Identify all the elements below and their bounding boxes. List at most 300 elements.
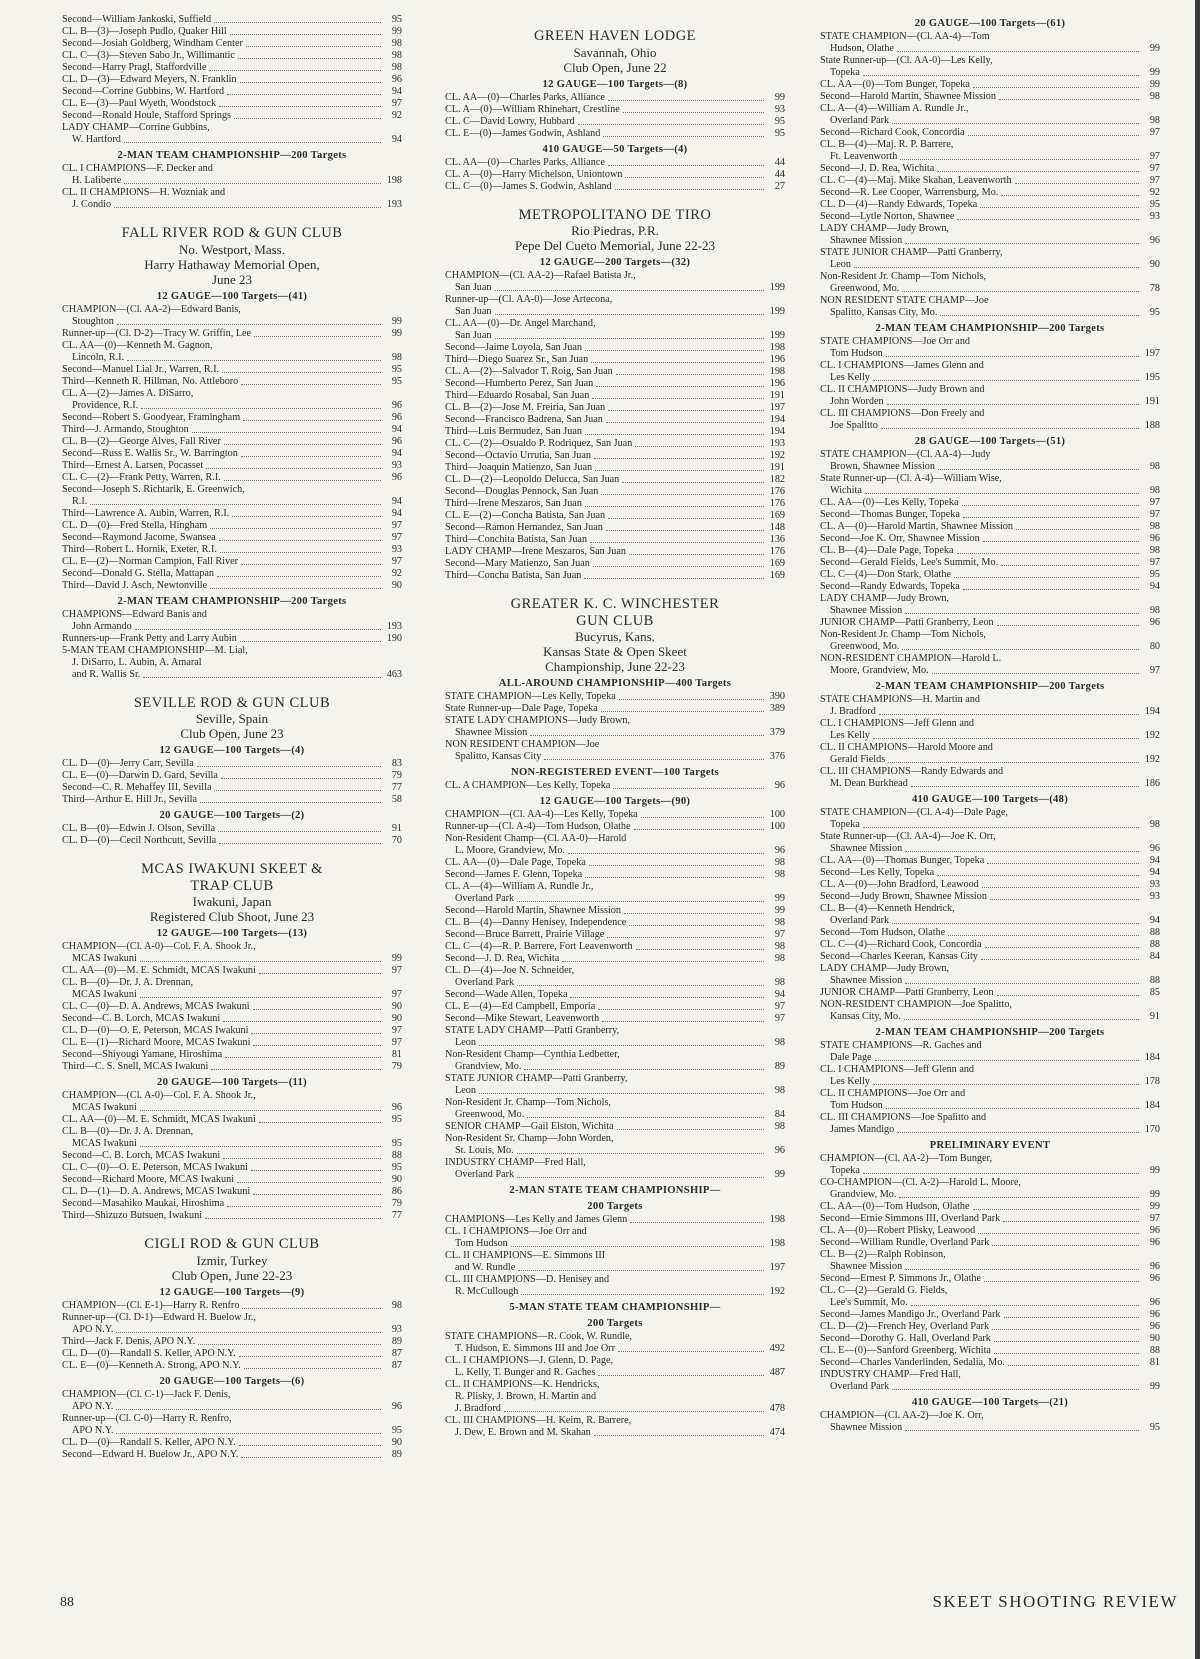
dot-leader — [127, 360, 381, 361]
dot-leader — [259, 973, 381, 974]
result-entry: STATE CHAMPIONS—R. Gaches and — [820, 1040, 982, 1051]
dot-leader — [585, 350, 764, 351]
result-row — [820, 485, 1160, 497]
result-row — [62, 1425, 402, 1437]
result-row — [820, 31, 1160, 43]
result-row — [445, 522, 785, 534]
result-entry: MCAS Iwakuni — [72, 989, 137, 1000]
result-row — [62, 1449, 402, 1461]
result-entry: Overland Park — [830, 1381, 890, 1392]
dot-leader — [618, 1351, 764, 1352]
result-row — [445, 128, 785, 140]
result-entry: CL. I CHAMPIONS—James Glenn and — [820, 360, 984, 371]
result-entry: Lee's Summit, Mo. — [830, 1297, 908, 1308]
score: 99 — [391, 327, 402, 339]
dot-leader — [479, 1093, 764, 1094]
dot-leader — [244, 1368, 381, 1369]
result-row — [445, 881, 785, 893]
result-row — [820, 127, 1160, 139]
result-entry: CL. B—(4)—Maj. R. P. Barrere, — [820, 139, 954, 150]
score: 96 — [1149, 235, 1160, 246]
club-subheading: Izmir, Turkey — [196, 1252, 268, 1268]
dot-leader — [622, 482, 764, 483]
result-row — [820, 1369, 1160, 1381]
score: 98 — [774, 869, 785, 880]
dot-leader — [624, 913, 764, 914]
dot-leader — [596, 386, 764, 387]
result-entry: MCAS Iwakuni — [72, 1102, 137, 1113]
result-entry: CL. II CHAMPIONS—Judy Brown and — [820, 384, 985, 395]
score: 95 — [1149, 569, 1160, 580]
score: 199 — [769, 306, 785, 317]
event-heading: 200 Targets — [587, 1201, 643, 1212]
result-entry: Third—Concha Batista, San Juan — [445, 570, 582, 581]
score: 99 — [774, 905, 785, 916]
result-entry: J. Condio — [72, 199, 112, 210]
result-entry: Second—C. B. Lorch, MCAS Iwakuni — [62, 1150, 221, 1161]
result-entry: CL. D—(0)—O. E. Peterson, MCAS Iwakuni — [62, 1025, 249, 1036]
score: 93 — [391, 543, 402, 555]
score: 100 — [769, 821, 785, 832]
score: 98 — [774, 1037, 785, 1048]
dot-leader — [1016, 529, 1139, 530]
result-row — [820, 1011, 1160, 1023]
result-row — [445, 1169, 785, 1181]
dot-leader — [641, 817, 764, 818]
page-edge-shadow — [1195, 0, 1200, 1659]
result-entry: CL. AA—(0)—Thomas Bunger, Topeka — [820, 855, 985, 866]
result-row — [820, 55, 1160, 67]
result-row — [445, 378, 785, 390]
club-subheading: Club Open, June 22-23 — [171, 1267, 293, 1283]
score: 98 — [774, 1085, 785, 1096]
dot-leader — [892, 123, 1139, 124]
result-entry: Second—Ernie Simmons III, Overland Park — [820, 1213, 1001, 1224]
result-row — [62, 609, 402, 621]
score: 81 — [1149, 1357, 1160, 1368]
result-row — [820, 163, 1160, 175]
result-row — [820, 372, 1160, 384]
score: 87 — [391, 1347, 402, 1359]
result-row — [62, 989, 402, 1001]
result-entry: CL. I CHAMPIONS—F. Decker and — [62, 163, 213, 174]
result-row — [445, 905, 785, 917]
result-entry: Second—Gerald Fields, Lee's Summit, Mo. — [820, 557, 999, 568]
score: 98 — [1149, 819, 1160, 830]
result-entry: CL. B—(4)—Kenneth Hendrick, — [820, 903, 955, 914]
dot-leader — [973, 87, 1139, 88]
result-entry: T. Hudson, E. Simmons III and Joe Orr — [455, 1343, 615, 1354]
score: 84 — [1149, 951, 1160, 962]
result-row — [62, 122, 402, 134]
score: 27 — [774, 180, 785, 192]
result-row — [820, 67, 1160, 79]
dot-leader — [905, 851, 1139, 852]
dot-leader — [982, 887, 1139, 888]
score: 98 — [774, 917, 785, 928]
dot-leader — [197, 766, 381, 767]
dot-leader — [875, 1060, 1139, 1061]
result-row — [445, 558, 785, 570]
score: 94 — [391, 495, 402, 507]
result-entry: Second—James Mandigo Jr., Overland Park — [820, 1309, 1001, 1320]
dot-leader — [629, 925, 764, 926]
result-row — [62, 86, 402, 98]
result-row — [445, 1097, 785, 1109]
dot-leader — [607, 937, 764, 938]
result-row — [62, 400, 402, 412]
result-entry: Overland Park — [830, 115, 890, 126]
event-heading: 2-MAN TEAM CHAMPIONSHIP—200 Targets — [875, 323, 1105, 334]
result-row — [445, 402, 785, 414]
result-row — [62, 1312, 402, 1324]
result-entry: CL. E—(2)—Concha Batista, San Juan — [445, 510, 606, 521]
result-row — [445, 965, 785, 977]
result-entry: Overland Park — [455, 1169, 515, 1180]
result-row — [820, 1309, 1160, 1321]
result-row — [62, 1389, 402, 1401]
score: 94 — [1149, 855, 1160, 866]
score: 170 — [1144, 1124, 1160, 1135]
result-entry: STATE CHAMPIONS—Joe Orr and — [820, 336, 971, 347]
result-entry: LADY CHAMP—Irene Meszaros, San Juan — [445, 546, 626, 557]
result-row — [445, 450, 785, 462]
result-entry: Leon — [455, 1085, 476, 1096]
result-entry: CL. II CHAMPIONS—Harold Moore and — [820, 742, 993, 753]
score: 88 — [391, 1150, 402, 1161]
result-row — [445, 1013, 785, 1025]
result-row — [445, 1367, 785, 1379]
result-row — [62, 62, 402, 74]
dot-leader — [598, 1009, 764, 1010]
club-subheading: Savannah, Ohio — [573, 44, 657, 60]
result-entry: CL. AA—(0)—Kenneth M. Gagnon, — [62, 339, 213, 351]
dot-leader — [239, 1356, 381, 1357]
result-entry: Third—Joaquin Matienzo, San Juan — [445, 462, 593, 473]
result-row — [820, 509, 1160, 521]
score: 376 — [769, 751, 785, 762]
event-heading: 410 GAUGE—100 Targets—(21) — [911, 1397, 1069, 1408]
result-row — [445, 498, 785, 510]
result-row — [820, 103, 1160, 115]
score: 97 — [391, 965, 402, 976]
score: 96 — [774, 845, 785, 856]
result-entry: Grandview, Mo. — [455, 1061, 522, 1072]
score: 487 — [769, 1367, 785, 1378]
result-row — [820, 283, 1160, 295]
score: 99 — [1149, 1189, 1160, 1200]
result-row — [445, 809, 785, 821]
result-row — [445, 414, 785, 426]
dot-leader — [1001, 565, 1139, 566]
dot-leader — [990, 899, 1139, 900]
result-entry: CHAMPION—(Cl. AA-4)—Les Kelly, Topeka — [445, 809, 638, 820]
result-row — [62, 38, 402, 50]
score: 97 — [391, 519, 402, 531]
score: 96 — [1149, 1237, 1160, 1248]
score: 91 — [391, 823, 402, 834]
result-entry: CL. E—(0)—Darwin D. Gard, Sevilla — [62, 770, 218, 781]
result-row — [820, 1273, 1160, 1285]
result-row — [820, 151, 1160, 163]
result-row — [445, 1157, 785, 1169]
score: 98 — [1149, 91, 1160, 102]
result-entry: J. Bradford — [455, 1403, 501, 1414]
score: 97 — [391, 555, 402, 567]
result-entry: Second—Francisco Badrena, San Juan — [445, 414, 603, 425]
club-heading: CIGLI ROD & GUN CLUB — [144, 1236, 320, 1252]
result-entry: CL. E—(0)—Kenneth A. Strong, APO N.Y. — [62, 1359, 241, 1371]
result-entry: CHAMPION—(Cl. AA-2)—Joe K. Orr, — [820, 1410, 984, 1421]
result-entry: Leon — [455, 1037, 476, 1048]
result-row — [820, 963, 1160, 975]
club-heading: FALL RIVER ROD & GUN CLUB — [121, 225, 343, 241]
result-row — [445, 486, 785, 498]
score: 176 — [769, 498, 785, 509]
result-entry: CL. B—(3)—Joseph Pudlo, Quaker Hill — [62, 26, 227, 37]
result-row — [62, 304, 402, 316]
result-entry: R. McCullough — [455, 1286, 519, 1297]
result-entry: CL. C—(0)—James S. Godwin, Ashland — [445, 180, 612, 192]
event-heading: 20 GAUGE—100 Targets—(6) — [159, 1375, 305, 1387]
result-row — [62, 1198, 402, 1210]
result-row — [62, 134, 402, 146]
result-entry: CL. C—(4)—Richard Cook, Concordia — [820, 939, 982, 950]
result-entry: STATE JUNIOR CHAMP—Patti Granberry, — [445, 1073, 628, 1084]
dot-leader — [224, 480, 381, 481]
score: 97 — [1149, 1213, 1160, 1224]
result-entry: Moore, Grandview, Mo. — [830, 665, 929, 676]
result-entry: Overland Park — [830, 915, 890, 926]
result-row — [62, 436, 402, 448]
score: 89 — [774, 1061, 785, 1072]
result-row — [445, 390, 785, 402]
dot-leader — [863, 1173, 1139, 1174]
result-entry: Spalitto, Kansas City, Mo. — [830, 307, 938, 318]
dot-leader — [900, 159, 1139, 160]
event-heading: 12 GAUGE—100 Targets—(9) — [159, 1286, 305, 1298]
result-entry: R. Plisky, J. Brown, H. Martin and — [455, 1391, 597, 1402]
dot-leader — [241, 456, 381, 457]
result-entry: Third—Robert L. Hornik, Exeter, R.I. — [62, 543, 217, 555]
result-entry: Second—Joseph S. Richtarik, E. Greenwich, — [62, 483, 245, 495]
dot-leader — [211, 1069, 381, 1070]
result-entry: Tom Hudson — [830, 348, 883, 359]
publication-footer: SKEET SHOOTING REVIEW — [932, 1592, 1178, 1611]
result-row — [445, 1226, 785, 1238]
result-entry: CL. II CHAMPIONS—K. Hendricks, — [445, 1379, 600, 1390]
club-heading: TRAP CLUB — [190, 877, 274, 894]
club-heading: METROPOLITANO DE TIRO — [518, 206, 712, 223]
score: 95 — [391, 1138, 402, 1149]
result-entry: Leon — [830, 259, 851, 270]
score: 90 — [391, 1174, 402, 1185]
result-entry: Hudson, Olathe — [830, 43, 894, 54]
result-entry: CL. AA—(0)—Charles Parks, Alliance — [445, 156, 605, 168]
result-entry: Stoughton — [72, 315, 114, 327]
result-entry: Second—Richard Moore, MCAS Iwakuni — [62, 1174, 235, 1185]
result-row — [62, 98, 402, 110]
dot-leader — [214, 790, 381, 791]
dot-leader — [963, 589, 1139, 590]
event-heading: NON-REGISTERED EVENT—100 Targets — [511, 767, 719, 778]
result-entry: Second—Harry Pragl, Staffordville — [62, 62, 207, 73]
result-entry: NON-RESIDENT CHAMPION—Joe Spalitto, — [820, 999, 1012, 1010]
dot-leader — [905, 1430, 1139, 1431]
score: 169 — [769, 570, 785, 581]
result-row — [62, 376, 402, 388]
result-row — [62, 1138, 402, 1150]
result-row — [62, 823, 402, 835]
score: 96 — [1149, 617, 1160, 628]
dot-leader — [601, 494, 764, 495]
result-entry: Providence, R.I. — [72, 399, 139, 411]
dot-leader — [606, 530, 764, 531]
dot-leader — [140, 1146, 381, 1147]
result-row — [445, 1379, 785, 1391]
score: 97 — [391, 1037, 402, 1048]
result-entry: Second—Octavio Urrutia, San Juan — [445, 450, 591, 461]
result-entry: CL. B—(2)—George Alves, Fall River — [62, 435, 221, 447]
result-entry: Les Kelly — [830, 372, 870, 383]
result-row — [62, 1025, 402, 1037]
result-entry: Shawnee Mission — [830, 975, 903, 986]
result-row — [820, 1177, 1160, 1189]
dot-leader — [243, 420, 381, 421]
dot-leader — [963, 517, 1139, 518]
score: 95 — [391, 14, 402, 25]
result-row — [62, 448, 402, 460]
dot-leader — [598, 1375, 764, 1376]
dot-leader — [997, 995, 1139, 996]
dot-leader — [210, 528, 381, 529]
score: 90 — [391, 1001, 402, 1012]
result-entry: CL. A—(0)—John Bradford, Leawood — [820, 879, 979, 890]
result-row — [445, 1355, 785, 1367]
result-row — [820, 843, 1160, 855]
result-row — [820, 79, 1160, 91]
result-entry: CHAMPION—(Cl. AA-2)—Tom Bunger, — [820, 1153, 993, 1164]
result-entry: MCAS Iwakuni — [72, 953, 137, 964]
result-row — [820, 1040, 1160, 1052]
result-row — [820, 360, 1160, 372]
score: 99 — [1149, 1201, 1160, 1212]
club-subheading: No. Westport, Mass. — [179, 241, 285, 257]
dot-leader — [984, 1281, 1139, 1282]
dot-leader — [495, 338, 764, 339]
score: 95 — [391, 375, 402, 387]
result-row — [820, 1088, 1160, 1100]
dot-leader — [521, 1294, 764, 1295]
dot-leader — [227, 1206, 381, 1207]
dot-leader — [973, 1209, 1139, 1210]
result-row — [62, 580, 402, 592]
dot-leader — [873, 738, 1139, 739]
event-heading: 12 GAUGE—100 Targets—(41) — [156, 290, 308, 302]
result-entry: NON RESIDENT CHAMPION—Joe — [445, 739, 600, 750]
result-row — [62, 508, 402, 520]
result-row — [445, 1133, 785, 1145]
dot-leader — [223, 1021, 381, 1022]
dot-leader — [238, 58, 381, 59]
result-entry: Second—Josiah Goldberg, Windham Center — [62, 38, 243, 49]
result-entry: CL. AA—(0)—Les Kelly, Topeka — [820, 497, 959, 508]
result-row — [820, 396, 1160, 408]
dot-leader — [980, 207, 1139, 208]
result-row — [820, 605, 1160, 617]
dot-leader — [886, 356, 1139, 357]
result-entry: Second—Thomas Bunger, Topeka — [820, 509, 960, 520]
score: 99 — [391, 315, 402, 327]
result-entry: Second—Donald G. Stella, Mattapan — [62, 567, 214, 579]
result-row — [820, 730, 1160, 742]
score: 96 — [1149, 843, 1160, 854]
result-row — [445, 1238, 785, 1250]
dot-leader — [240, 641, 381, 642]
result-entry: Second—William Rundle, Overland Park — [820, 1237, 990, 1248]
result-entry: Second—Les Kelly, Topeka — [820, 867, 935, 878]
result-row — [820, 927, 1160, 939]
result-row — [820, 473, 1160, 485]
dot-leader — [570, 997, 764, 998]
score: 85 — [1149, 987, 1160, 998]
score: 98 — [1149, 545, 1160, 556]
result-row — [62, 532, 402, 544]
dot-leader — [608, 410, 764, 411]
result-row — [62, 1037, 402, 1049]
result-entry: Third—C. S. Snell, MCAS Iwakuni — [62, 1061, 209, 1072]
score: 94 — [391, 423, 402, 435]
result-entry: CL. A—(0)—Harold Martin, Shawnee Mission — [820, 521, 1013, 532]
score: 98 — [774, 857, 785, 868]
result-entry: CHAMPION—(Cl. AA-2)—Edward Banis, — [62, 303, 241, 315]
event-heading: 2-MAN TEAM CHAMPIONSHIP—200 Targets — [117, 150, 347, 161]
score: 97 — [391, 989, 402, 1000]
score: 96 — [1149, 1297, 1160, 1308]
result-row — [820, 778, 1160, 790]
score: 95 — [391, 1424, 402, 1436]
club-subheading: Club Open, June 22 — [563, 59, 667, 75]
result-entry: CO-CHAMPION—(Cl. A-2)—Harold L. Moore, — [820, 1177, 1021, 1188]
dot-leader — [590, 542, 764, 543]
result-row — [445, 953, 785, 965]
dot-leader — [968, 135, 1139, 136]
score: 95 — [391, 1162, 402, 1173]
result-row — [820, 271, 1160, 283]
result-row — [820, 461, 1160, 473]
result-entry: CL. AA—(0)—Charles Parks, Alliance — [445, 91, 605, 103]
result-entry: CL. AA—(0)—Tom Bunger, Topeka — [820, 79, 970, 90]
score: 191 — [769, 462, 785, 473]
dot-leader — [209, 70, 381, 71]
score: 96 — [1149, 533, 1160, 544]
result-entry: Third—Lawrence A. Aubin, Warren, R.I. — [62, 507, 230, 519]
score: 93 — [1149, 211, 1160, 222]
result-entry: Brown, Shawnee Mission — [830, 461, 935, 472]
score: 92 — [391, 110, 402, 121]
dot-leader — [892, 923, 1139, 924]
result-row — [820, 139, 1160, 151]
result-entry: CL. III CHAMPIONS—Joe Spalitto and — [820, 1112, 987, 1123]
result-entry: Third—Jack F. Denis, APO N.Y. — [62, 1335, 196, 1347]
result-entry: CL. D—(0)—Cecil Northcutt, Sevilla — [62, 835, 217, 846]
result-entry: CL. D—(0)—Randall S. Keller, APO N.Y. — [62, 1436, 236, 1448]
result-row — [820, 569, 1160, 581]
result-entry: State Runner-up—(Cl. A-4)—William Wise, — [820, 473, 1002, 484]
result-row — [445, 1331, 785, 1343]
dot-leader — [1003, 1221, 1139, 1222]
score: 195 — [1144, 372, 1160, 383]
